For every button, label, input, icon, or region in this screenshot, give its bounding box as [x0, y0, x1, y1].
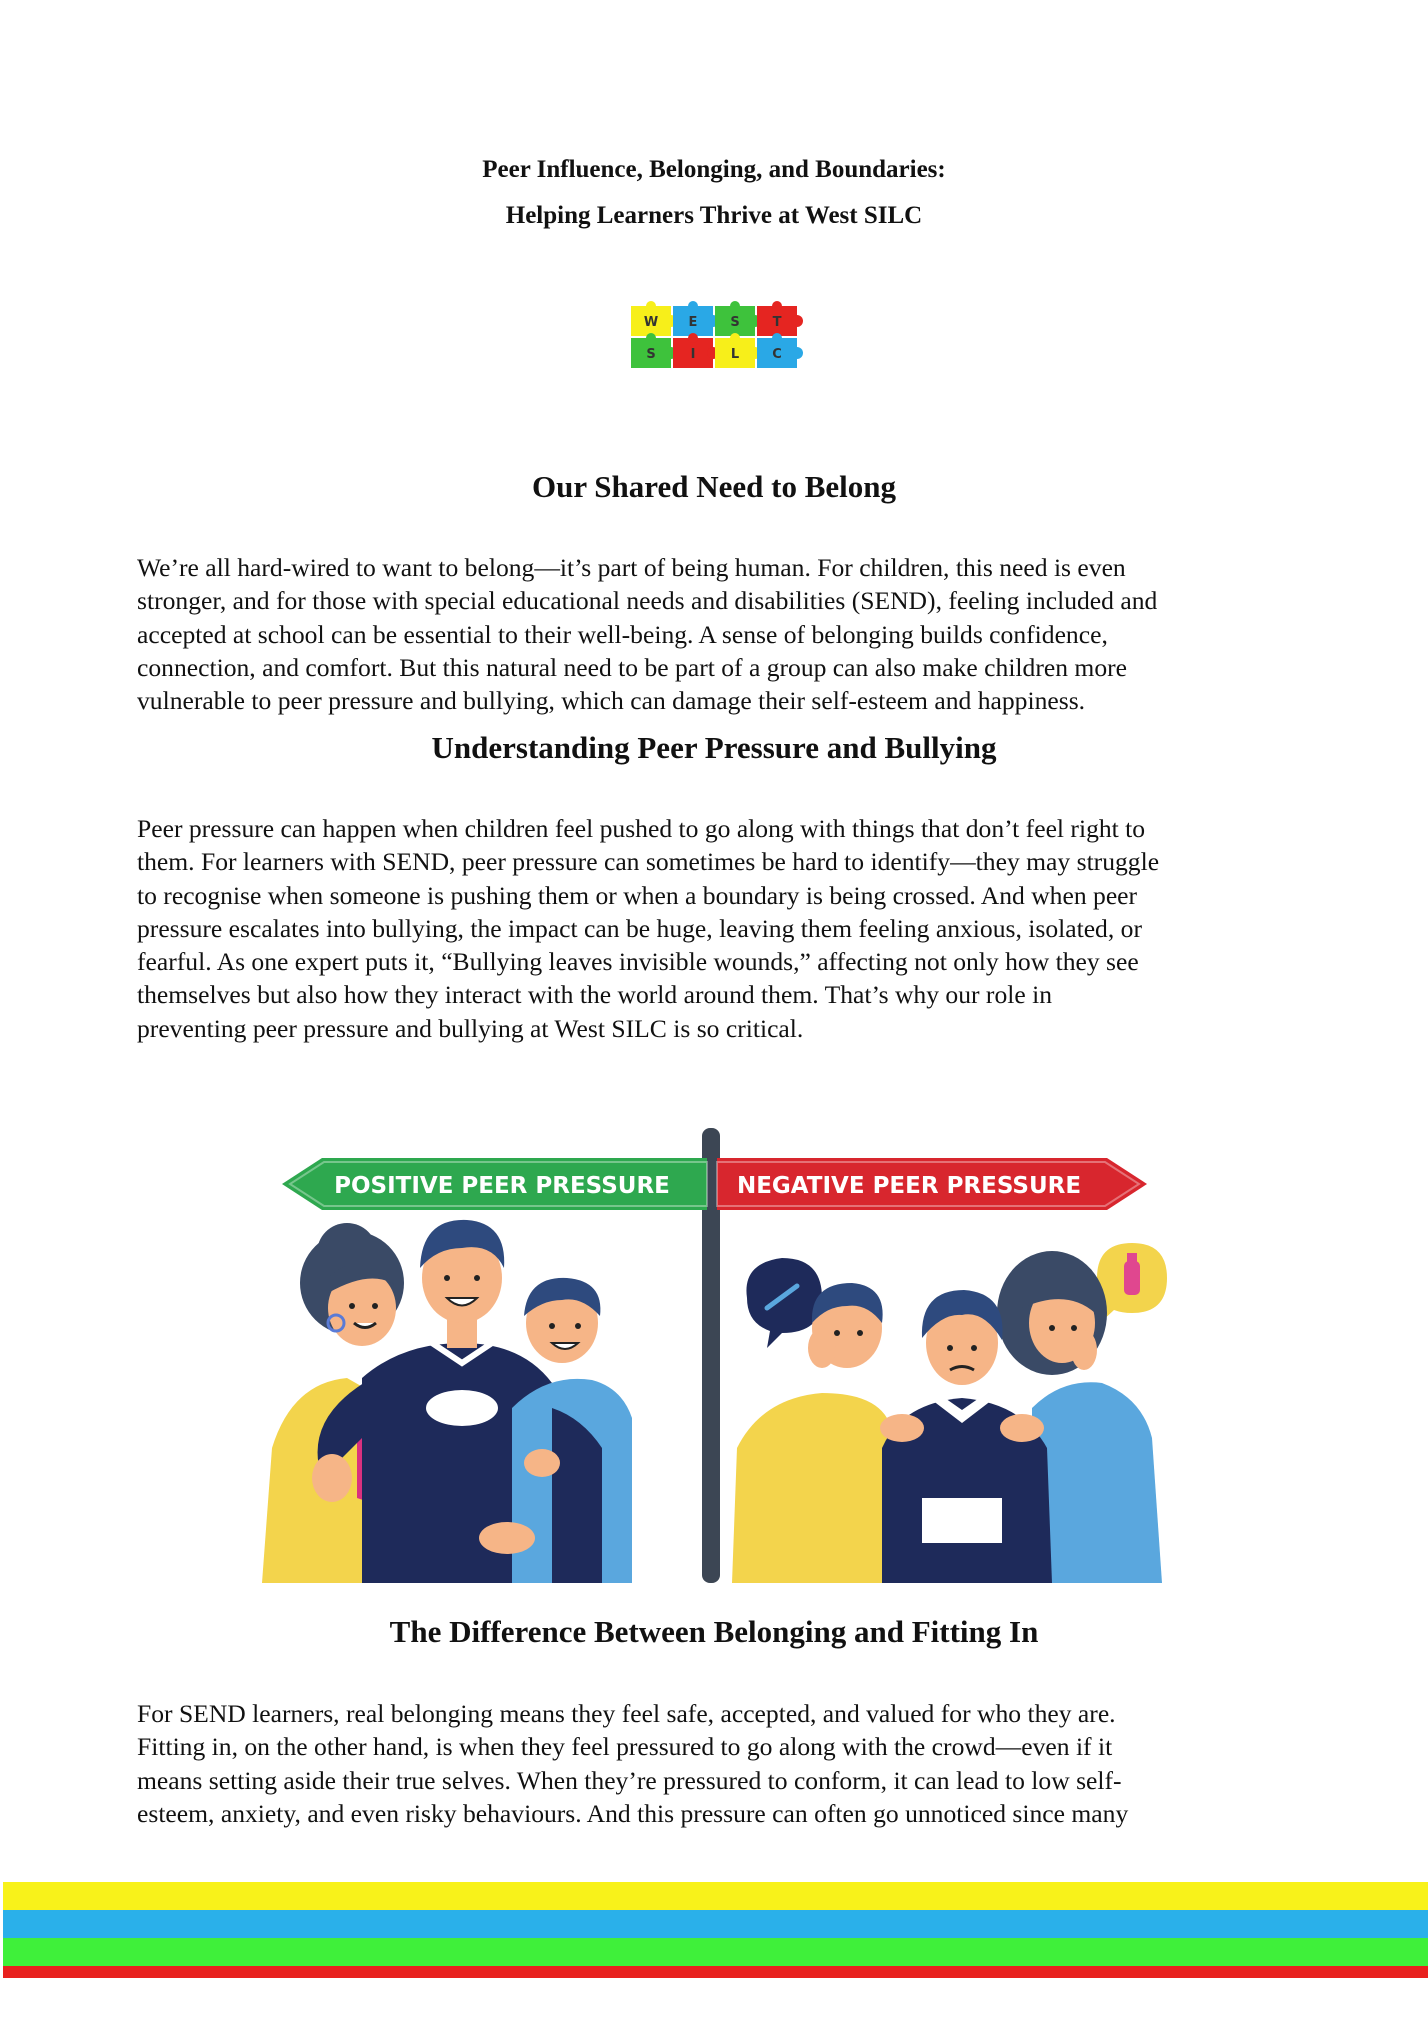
section-heading-belong: Our Shared Need to Belong — [532, 469, 896, 504]
paragraph-line: them. For learners with SEND, peer pressure can sometimes be hard to identify—they may struggle — [137, 847, 1160, 877]
footer-stripe-blue — [3, 1910, 1428, 1938]
paragraph-line: esteem, anxiety, and even risky behaviours. And this pressure can often go unnoticed since many — [137, 1798, 1129, 1828]
section-heading-peer-pressure: Understanding Peer Pressure and Bullying — [431, 730, 997, 765]
peer-pressure-illustration — [262, 1118, 1172, 1583]
paragraph-line: Fitting in, on the other hand, is when they feel pressured to go along with the crowd—even if it — [137, 1732, 1113, 1762]
document-title-line-2: Helping Learners Thrive at West SILC — [505, 202, 923, 229]
logo-puzzle-knob — [646, 333, 656, 343]
logo-letter: E — [688, 315, 698, 330]
section-heading-fitting-in: The Difference Between Belonging and Fitting In — [389, 1614, 1039, 1649]
logo-letter: L — [730, 347, 740, 362]
logo-puzzle-knob — [772, 333, 782, 343]
logo-letter: C — [772, 347, 782, 362]
paragraph-line: Peer pressure can happen when children feel pushed to go along with things that don’t feel right to — [137, 814, 1146, 843]
logo-letter: T — [772, 315, 782, 330]
paragraph-line: For SEND learners, real belonging means they feel safe, accepted, and valued for who they are. — [137, 1699, 1116, 1728]
logo-letter: W — [643, 315, 659, 330]
logo-puzzle-knob — [688, 333, 698, 343]
footer-stripe-green — [3, 1938, 1428, 1966]
logo-letter: I — [690, 347, 696, 362]
paragraph-line: connection, and comfort. But this natural need to be part of a group can also make children more — [137, 652, 1128, 682]
paragraph-line: We’re all hard-wired to want to belong—it’s part of being human. For children, this need is even — [137, 553, 1126, 582]
logo-puzzle-knob — [646, 301, 656, 311]
positive-sign — [282, 1158, 707, 1210]
footer-stripe-yellow — [3, 1882, 1428, 1910]
negative-sign — [717, 1158, 1147, 1210]
logo-puzzle-knob — [730, 301, 740, 311]
paragraph-line: preventing peer pressure and bullying at West SILC is so critical. — [137, 1013, 804, 1043]
paragraph-line: to recognise when someone is pushing them or when a boundary is being crossed. And when peer — [137, 880, 1138, 910]
logo-puzzle-knob — [791, 347, 803, 359]
footer-stripe-red — [3, 1966, 1428, 1978]
logo-letter: S — [646, 347, 656, 362]
west-silc-logo — [623, 300, 808, 375]
logo-puzzle-knob — [791, 315, 803, 327]
paragraph-line: themselves but also how they interact with the world around them. That’s why our role in — [137, 980, 1053, 1010]
paragraph-line: means setting aside their true selves. When they’re pressured to conform, it can lead to low self- — [137, 1765, 1122, 1795]
paragraph-line: stronger, and for those with special educational needs and disabilities (SEND), feeling included and — [137, 586, 1158, 616]
section-paragraph-fitting-in — [137, 1697, 1292, 1830]
document-title-line-1: Peer Influence, Belonging, and Boundaries: — [482, 156, 946, 183]
paragraph-line: accepted at school can be essential to their well-being. A sense of belonging builds confidence, — [137, 619, 1108, 649]
section-paragraph-peer-pressure — [137, 812, 1292, 1045]
logo-puzzle-knob — [730, 333, 740, 343]
paragraph-line: fearful. As one expert puts it, “Bullying leaves invisible wounds,” affecting not only how they see — [137, 947, 1139, 977]
logo-puzzle-knob — [688, 301, 698, 311]
logo-letter: S — [730, 315, 740, 330]
positive-sign-label: POSITIVE PEER PRESSURE — [334, 1173, 670, 1199]
negative-sign-label: NEGATIVE PEER PRESSURE — [736, 1173, 1082, 1199]
section-paragraph-belong — [137, 551, 1292, 717]
paragraph-line: pressure escalates into bullying, the impact can be huge, leaving them feeling anxious, isolated, or — [137, 913, 1142, 943]
pressured-group — [732, 1243, 1167, 1583]
happy-friends-group — [262, 1220, 632, 1583]
logo-puzzle-knob — [772, 301, 782, 311]
footer-color-stripes — [3, 1882, 1428, 1978]
paragraph-line: vulnerable to peer pressure and bullying, which can damage their self-esteem and happiness. — [137, 686, 1086, 716]
